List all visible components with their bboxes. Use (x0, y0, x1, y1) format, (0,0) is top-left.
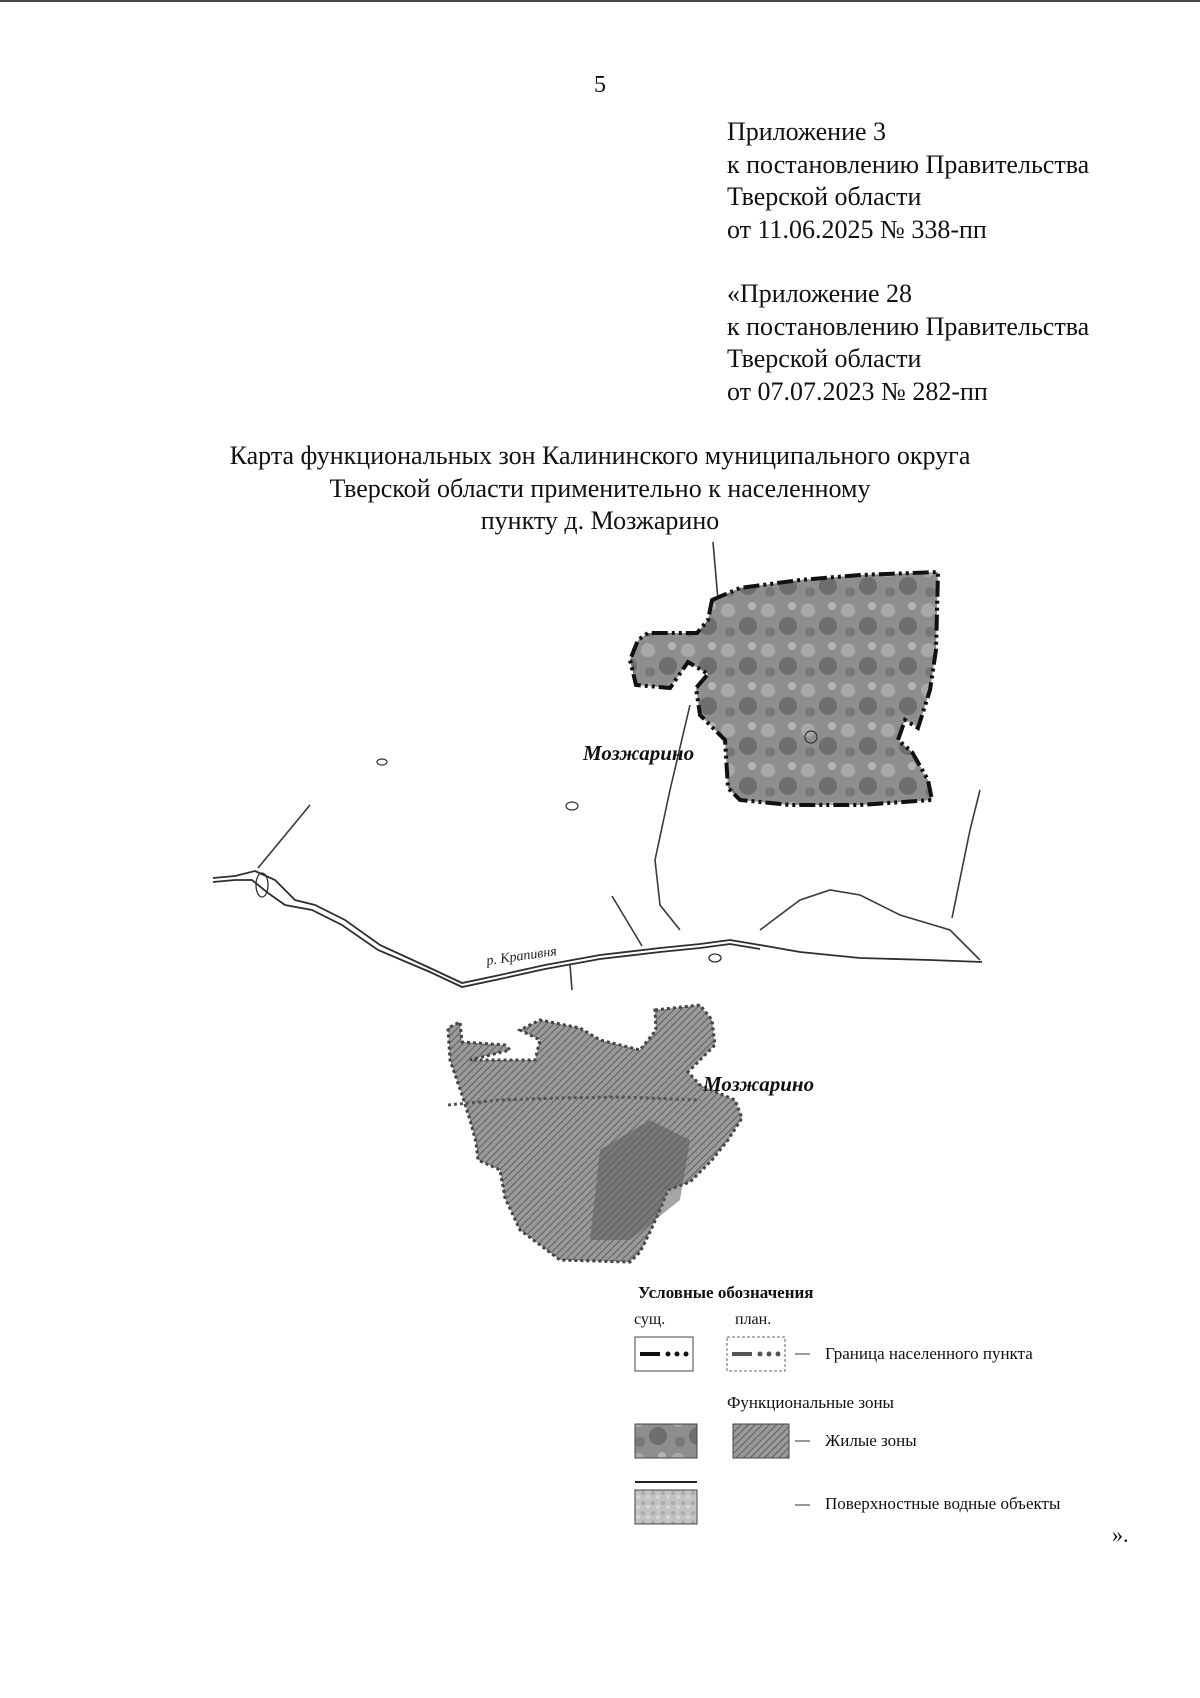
pond (566, 802, 578, 810)
map-title (0, 440, 1200, 538)
legend-col-planned: план. (735, 1311, 772, 1328)
settlement-label: Мозжарино (703, 1072, 815, 1096)
functional-zone-map (0, 530, 1200, 1290)
legend-heading-functional-zones: Функциональные зоны (727, 1393, 894, 1412)
appendix-header-old (727, 278, 1089, 408)
map-title-line: пункту д. Мозжарино (480, 506, 720, 535)
appendix-header-new (727, 116, 1089, 246)
settlement-label: Мозжарино (583, 741, 695, 765)
appendix-line: от 07.07.2023 № 282-пп (727, 376, 988, 406)
legend-item-water: Поверхностные водные объекты (825, 1494, 1061, 1513)
appendix-line: Тверской области (727, 182, 922, 211)
legend-item-boundary: Граница населенного пункта (825, 1344, 1033, 1363)
page-number: 5 (594, 72, 606, 98)
appendix-line: к постановлению Правительства (727, 311, 1090, 341)
settlement-zone-south (448, 1005, 742, 1262)
closing-quote-mark: ». (1112, 1522, 1129, 1547)
map-title-line: Тверской области применительно к населенному (329, 473, 871, 503)
appendix-line: к постановлению Правительства (727, 149, 1090, 179)
legend-item-residential: Жилые зоны (825, 1431, 917, 1450)
river-label: р. Крапивня (485, 944, 558, 969)
appendix-line: от 11.06.2025 № 338-пп (727, 214, 987, 244)
legend-col-existing: сущ. (634, 1311, 666, 1328)
appendix-line: Приложение 3 (727, 117, 887, 146)
appendix-line: «Приложение 28 (727, 279, 913, 308)
map-title-line: Карта функциональных зон Калининского муниципального округа (229, 441, 971, 470)
appendix-line: Тверской области (727, 344, 922, 373)
scan-edge (0, 0, 1200, 2)
river-krapivnya (213, 871, 982, 987)
settlement-zone-north (630, 572, 938, 805)
legend-title: Условные обозначения (638, 1283, 814, 1302)
pond (377, 759, 387, 765)
